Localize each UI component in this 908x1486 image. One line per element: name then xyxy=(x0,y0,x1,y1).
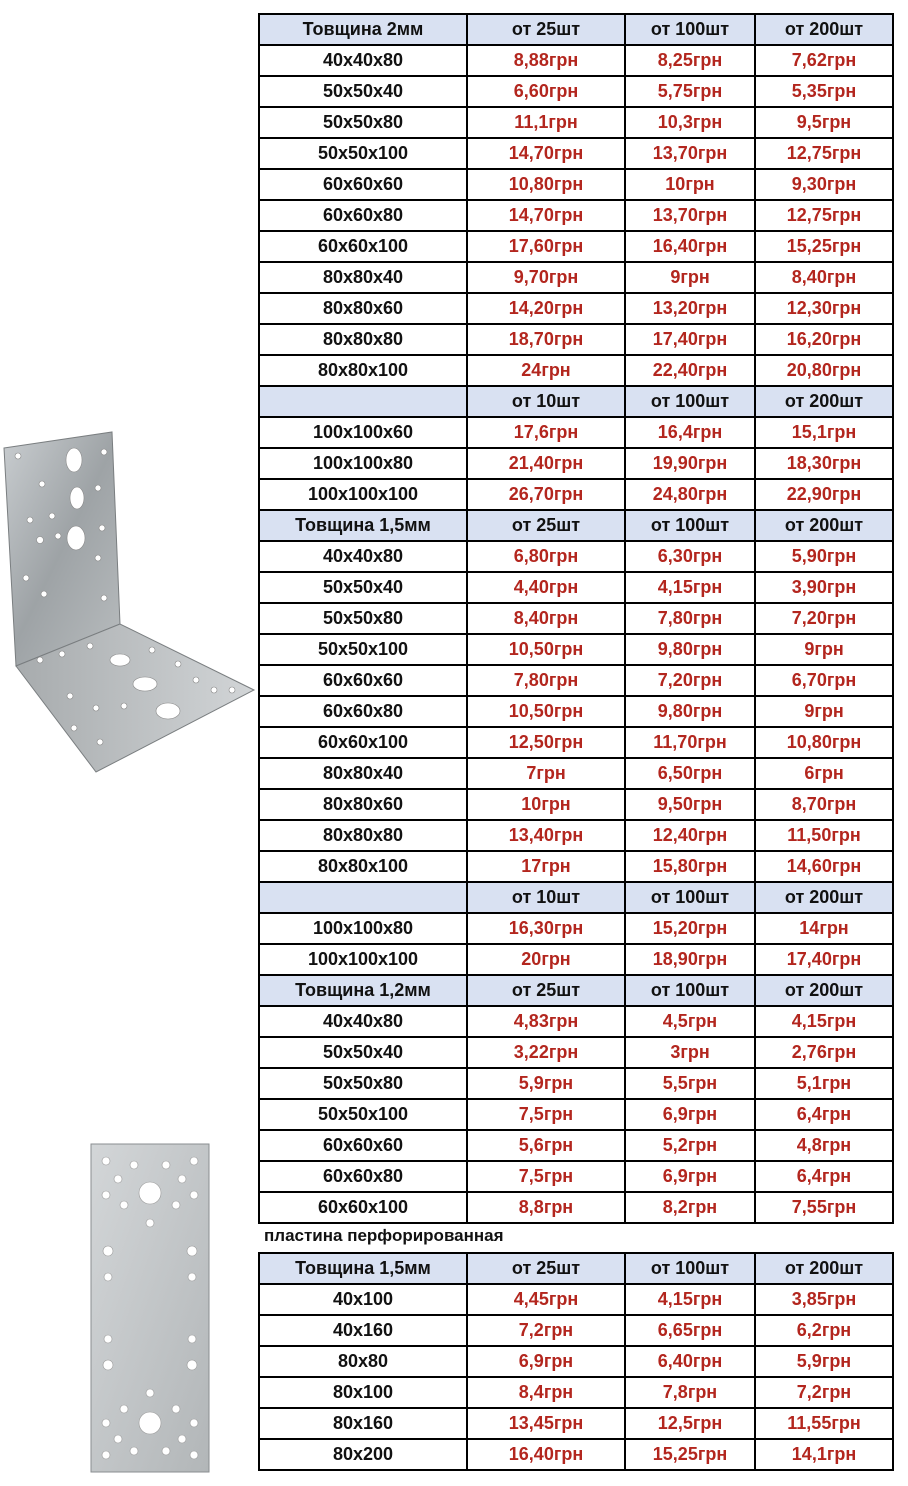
price-cell: 5,75грн xyxy=(625,76,755,107)
header-cell: Товщина 1,2мм xyxy=(259,975,467,1006)
table-row xyxy=(259,200,893,231)
table-row xyxy=(259,820,893,851)
price-cell: 9грн xyxy=(625,262,755,293)
price-cell: 9,5грн xyxy=(755,107,893,138)
price-cell: 4,40грн xyxy=(467,572,625,603)
price-cell: 13,70грн xyxy=(625,138,755,169)
price-cell: 7,62грн xyxy=(755,45,893,76)
header-cell: от 200шт xyxy=(755,14,893,45)
price-cell: 12,75грн xyxy=(755,200,893,231)
price-cell: 4,15грн xyxy=(625,572,755,603)
price-cell: 9,50грн xyxy=(625,789,755,820)
size-cell: 60x60x100 xyxy=(259,1192,467,1223)
size-cell: 80x80x60 xyxy=(259,789,467,820)
table-row xyxy=(259,789,893,820)
price-cell: 17,60грн xyxy=(467,231,625,262)
price-cell: 10,50грн xyxy=(467,634,625,665)
price-cell: 15,20грн xyxy=(625,913,755,944)
header-cell: Товщина 1,5мм xyxy=(259,1253,467,1284)
header-cell: от 10шт xyxy=(467,386,625,417)
price-cell: 9грн xyxy=(755,634,893,665)
price-cell: 3,22грн xyxy=(467,1037,625,1068)
table-row xyxy=(259,696,893,727)
size-cell: 50x50x80 xyxy=(259,603,467,634)
price-cell: 7,2грн xyxy=(467,1315,625,1346)
size-cell: 60x60x60 xyxy=(259,665,467,696)
price-cell: 18,30грн xyxy=(755,448,893,479)
table-row xyxy=(259,851,893,882)
header-cell: от 200шт xyxy=(755,882,893,913)
price-cell: 12,75грн xyxy=(755,138,893,169)
table-row xyxy=(259,944,893,975)
header-cell: от 100шт xyxy=(625,14,755,45)
size-cell: 80x100 xyxy=(259,1377,467,1408)
price-cell: 5,6грн xyxy=(467,1130,625,1161)
size-cell: 60x60x60 xyxy=(259,1130,467,1161)
size-cell: 50x50x100 xyxy=(259,138,467,169)
price-cell: 12,30грн xyxy=(755,293,893,324)
header-cell: Товщина 2мм xyxy=(259,14,467,45)
table-row xyxy=(259,541,893,572)
price-cell: 8,8грн xyxy=(467,1192,625,1223)
size-cell: 60x60x100 xyxy=(259,231,467,262)
size-cell: 80x200 xyxy=(259,1439,467,1470)
header-cell: от 10шт xyxy=(467,882,625,913)
price-cell: 14,20грн xyxy=(467,293,625,324)
header-cell: от 25шт xyxy=(467,510,625,541)
price-cell: 12,5грн xyxy=(625,1408,755,1439)
size-cell: 80x80x80 xyxy=(259,324,467,355)
size-cell: 100x100x80 xyxy=(259,448,467,479)
header-cell: от 25шт xyxy=(467,975,625,1006)
table-header-row xyxy=(259,14,893,45)
price-cell: 9,80грн xyxy=(625,696,755,727)
header-cell: от 200шт xyxy=(755,975,893,1006)
price-cell: 14,1грн xyxy=(755,1439,893,1470)
price-cell: 8,4грн xyxy=(467,1377,625,1408)
table-row xyxy=(259,293,893,324)
price-cell: 14,70грн xyxy=(467,200,625,231)
size-cell: 50x50x40 xyxy=(259,572,467,603)
price-cell: 10,50грн xyxy=(467,696,625,727)
header-cell: Товщина 1,5мм xyxy=(259,510,467,541)
size-cell: 50x50x40 xyxy=(259,76,467,107)
price-cell: 16,40грн xyxy=(467,1439,625,1470)
price-cell: 15,1грн xyxy=(755,417,893,448)
price-cell: 26,70грн xyxy=(467,479,625,510)
price-cell: 5,90грн xyxy=(755,541,893,572)
header-cell: от 200шт xyxy=(755,1253,893,1284)
price-cell: 7,5грн xyxy=(467,1161,625,1192)
price-cell: 11,1грн xyxy=(467,107,625,138)
table-row xyxy=(259,1099,893,1130)
size-cell: 80x80x100 xyxy=(259,355,467,386)
price-cell: 17,40грн xyxy=(625,324,755,355)
price-cell: 7,20грн xyxy=(625,665,755,696)
table-row xyxy=(259,324,893,355)
price-cell: 14грн xyxy=(755,913,893,944)
price-cell: 6,30грн xyxy=(625,541,755,572)
price-cell: 16,40грн xyxy=(625,231,755,262)
table-row xyxy=(259,1006,893,1037)
size-cell: 80x160 xyxy=(259,1408,467,1439)
price-cell: 9грн xyxy=(755,696,893,727)
table-row xyxy=(259,1037,893,1068)
table-header-row xyxy=(259,1253,893,1284)
size-cell: 40x40x80 xyxy=(259,541,467,572)
size-cell: 50x50x40 xyxy=(259,1037,467,1068)
price-cell: 10,3грн xyxy=(625,107,755,138)
price-cell: 5,35грн xyxy=(755,76,893,107)
table-row xyxy=(259,1161,893,1192)
price-cell: 7грн xyxy=(467,758,625,789)
price-cell: 8,70грн xyxy=(755,789,893,820)
size-cell: 50x50x100 xyxy=(259,634,467,665)
table-row xyxy=(259,45,893,76)
size-cell: 100x100x60 xyxy=(259,417,467,448)
price-cell: 6,4грн xyxy=(755,1161,893,1192)
price-cell: 10,80грн xyxy=(467,169,625,200)
price-cell: 3,90грн xyxy=(755,572,893,603)
table-row xyxy=(259,448,893,479)
table-row xyxy=(259,231,893,262)
table-row xyxy=(259,479,893,510)
size-cell: 60x60x80 xyxy=(259,1161,467,1192)
price-cell: 4,83грн xyxy=(467,1006,625,1037)
size-cell: 40x40x80 xyxy=(259,45,467,76)
table-header-row xyxy=(259,975,893,1006)
table-row xyxy=(259,1068,893,1099)
price-cell: 6,2грн xyxy=(755,1315,893,1346)
price-cell: 16,4грн xyxy=(625,417,755,448)
price-cell: 13,45грн xyxy=(467,1408,625,1439)
price-cell: 24,80грн xyxy=(625,479,755,510)
price-cell: 22,40грн xyxy=(625,355,755,386)
header-cell: от 200шт xyxy=(755,510,893,541)
table-header-row xyxy=(259,510,893,541)
price-cell: 10грн xyxy=(467,789,625,820)
price-cell: 18,70грн xyxy=(467,324,625,355)
header-cell: от 200шт xyxy=(755,386,893,417)
table-row xyxy=(259,262,893,293)
price-cell: 15,80грн xyxy=(625,851,755,882)
price-cell: 4,15грн xyxy=(755,1006,893,1037)
table-header-row xyxy=(259,386,893,417)
size-cell: 80x80 xyxy=(259,1346,467,1377)
price-cell: 7,5грн xyxy=(467,1099,625,1130)
table-row xyxy=(259,603,893,634)
size-cell: 80x80x100 xyxy=(259,851,467,882)
price-cell: 6,80грн xyxy=(467,541,625,572)
price-cell: 5,1грн xyxy=(755,1068,893,1099)
table-row xyxy=(259,1377,893,1408)
size-cell: 80x80x60 xyxy=(259,293,467,324)
price-cell: 6,65грн xyxy=(625,1315,755,1346)
size-cell: 60x60x80 xyxy=(259,696,467,727)
price-cell: 8,40грн xyxy=(467,603,625,634)
price-cell: 16,20грн xyxy=(755,324,893,355)
price-cell: 8,2грн xyxy=(625,1192,755,1223)
price-cell: 12,40грн xyxy=(625,820,755,851)
price-cell: 8,40грн xyxy=(755,262,893,293)
table-header-row xyxy=(259,882,893,913)
table-row xyxy=(259,727,893,758)
plate-section-title: пластина перфорированная xyxy=(264,1226,504,1245)
price-cell: 10грн xyxy=(625,169,755,200)
price-cell: 6,9грн xyxy=(625,1099,755,1130)
price-cell: 7,8грн xyxy=(625,1377,755,1408)
table-row xyxy=(259,1439,893,1470)
table-row xyxy=(259,76,893,107)
header-cell xyxy=(259,882,467,913)
price-cell: 4,45грн xyxy=(467,1284,625,1315)
size-cell: 40x40x80 xyxy=(259,1006,467,1037)
size-cell: 80x80x80 xyxy=(259,820,467,851)
price-cell: 5,2грн xyxy=(625,1130,755,1161)
header-cell: от 100шт xyxy=(625,1253,755,1284)
plate-price-table xyxy=(258,1252,894,1471)
price-cell: 13,20грн xyxy=(625,293,755,324)
perforated-plate-image xyxy=(90,1143,210,1473)
price-cell: 7,2грн xyxy=(755,1377,893,1408)
price-cell: 7,80грн xyxy=(625,603,755,634)
price-cell: 14,60грн xyxy=(755,851,893,882)
table-row xyxy=(259,138,893,169)
size-cell: 100x100x100 xyxy=(259,944,467,975)
price-cell: 4,8грн xyxy=(755,1130,893,1161)
price-cell: 12,50грн xyxy=(467,727,625,758)
price-cell: 5,9грн xyxy=(755,1346,893,1377)
table-row xyxy=(259,107,893,138)
price-cell: 6грн xyxy=(755,758,893,789)
size-cell: 50x50x100 xyxy=(259,1099,467,1130)
price-cell: 13,70грн xyxy=(625,200,755,231)
price-cell: 24грн xyxy=(467,355,625,386)
price-cell: 6,60грн xyxy=(467,76,625,107)
price-cell: 13,40грн xyxy=(467,820,625,851)
corner-price-table xyxy=(258,13,894,1224)
size-cell: 40x100 xyxy=(259,1284,467,1315)
price-cell: 17,6грн xyxy=(467,417,625,448)
header-cell: от 25шт xyxy=(467,14,625,45)
price-cell: 6,50грн xyxy=(625,758,755,789)
price-cell: 11,55грн xyxy=(755,1408,893,1439)
price-cell: 4,15грн xyxy=(625,1284,755,1315)
price-cell: 20,80грн xyxy=(755,355,893,386)
price-cell: 2,76грн xyxy=(755,1037,893,1068)
price-cell: 15,25грн xyxy=(625,1439,755,1470)
header-cell: от 100шт xyxy=(625,386,755,417)
price-cell: 14,70грн xyxy=(467,138,625,169)
price-cell: 22,90грн xyxy=(755,479,893,510)
price-cell: 7,20грн xyxy=(755,603,893,634)
table-row xyxy=(259,913,893,944)
size-cell: 50x50x80 xyxy=(259,107,467,138)
price-cell: 8,88грн xyxy=(467,45,625,76)
price-cell: 6,9грн xyxy=(625,1161,755,1192)
price-cell: 7,55грн xyxy=(755,1192,893,1223)
price-cell: 5,9грн xyxy=(467,1068,625,1099)
table-row xyxy=(259,634,893,665)
header-cell xyxy=(259,386,467,417)
table-row xyxy=(259,758,893,789)
corner-bracket-image xyxy=(0,428,258,780)
size-cell: 50x50x80 xyxy=(259,1068,467,1099)
price-cell: 9,70грн xyxy=(467,262,625,293)
price-cell: 20грн xyxy=(467,944,625,975)
price-cell: 9,30грн xyxy=(755,169,893,200)
price-cell: 7,80грн xyxy=(467,665,625,696)
price-cell: 11,50грн xyxy=(755,820,893,851)
table-row xyxy=(259,169,893,200)
price-cell: 17грн xyxy=(467,851,625,882)
price-cell: 21,40грн xyxy=(467,448,625,479)
header-cell: от 100шт xyxy=(625,510,755,541)
table-row xyxy=(259,1284,893,1315)
price-cell: 6,9грн xyxy=(467,1346,625,1377)
price-cell: 15,25грн xyxy=(755,231,893,262)
size-cell: 100x100x80 xyxy=(259,913,467,944)
price-cell: 19,90грн xyxy=(625,448,755,479)
table-row xyxy=(259,1130,893,1161)
size-cell: 60x60x100 xyxy=(259,727,467,758)
header-cell: от 25шт xyxy=(467,1253,625,1284)
price-cell: 16,30грн xyxy=(467,913,625,944)
price-cell: 6,40грн xyxy=(625,1346,755,1377)
price-cell: 10,80грн xyxy=(755,727,893,758)
size-cell: 100x100x100 xyxy=(259,479,467,510)
size-cell: 80x80x40 xyxy=(259,758,467,789)
table-row xyxy=(259,1346,893,1377)
price-cell: 3грн xyxy=(625,1037,755,1068)
price-cell: 8,25грн xyxy=(625,45,755,76)
size-cell: 60x60x60 xyxy=(259,169,467,200)
price-cell: 5,5грн xyxy=(625,1068,755,1099)
table-row xyxy=(259,1408,893,1439)
header-cell: от 100шт xyxy=(625,882,755,913)
price-cell: 17,40грн xyxy=(755,944,893,975)
price-cell: 9,80грн xyxy=(625,634,755,665)
price-cell: 3,85грн xyxy=(755,1284,893,1315)
size-cell: 60x60x80 xyxy=(259,200,467,231)
table-row xyxy=(259,355,893,386)
price-cell: 18,90грн xyxy=(625,944,755,975)
table-row xyxy=(259,572,893,603)
price-cell: 6,4грн xyxy=(755,1099,893,1130)
price-cell: 6,70грн xyxy=(755,665,893,696)
header-cell: от 100шт xyxy=(625,975,755,1006)
table-row xyxy=(259,1315,893,1346)
table-row xyxy=(259,1192,893,1223)
size-cell: 80x80x40 xyxy=(259,262,467,293)
table-row xyxy=(259,417,893,448)
table-row xyxy=(259,665,893,696)
price-cell: 4,5грн xyxy=(625,1006,755,1037)
price-cell: 11,70грн xyxy=(625,727,755,758)
size-cell: 40x160 xyxy=(259,1315,467,1346)
